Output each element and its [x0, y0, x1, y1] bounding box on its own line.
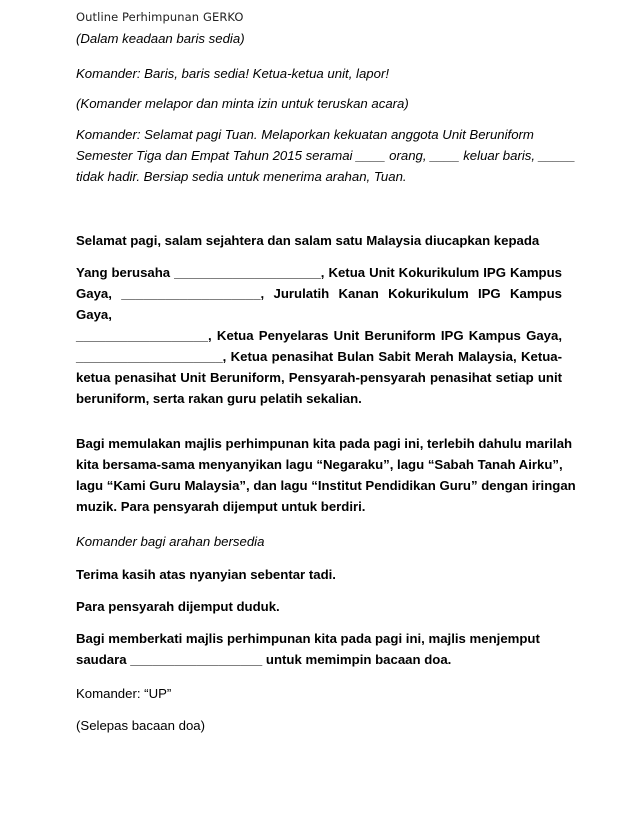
- honorifics-line: beruniform, serta rakan guru pelatih sekalian.: [76, 391, 362, 406]
- after-prayer-direction: (Selepas bacaan doa): [76, 718, 206, 733]
- anthem-line: muzik. Para pensyarah dijemput untuk berdiri.: [76, 499, 366, 514]
- honorifics-line: ____________________, Ketua penasihat Bulan Sabit Merah Malaysia, Ketua-: [76, 349, 562, 364]
- commander-order: Komander: Baris, baris sedia! Ketua-ketua unit, lapor!: [76, 66, 390, 81]
- thanks-line: Terima kasih atas nyanyian sebentar tadi.: [76, 567, 336, 582]
- stage-direction-report: (Komander melapor dan minta izin untuk teruskan acara): [76, 96, 409, 111]
- report-line: Semester Tiga dan Empat Tahun 2015 seramai ____ orang, ____ keluar baris, _____: [76, 148, 576, 163]
- honorifics-line: Gaya, ___________________, Jurulatih Kanan Kokurikulum IPG Kampus Gaya,: [76, 286, 562, 322]
- honorifics-line: Yang berusaha ____________________, Ketua Unit Kokurikulum IPG Kampus: [76, 265, 562, 280]
- commander-report-paragraph: [76, 124, 576, 187]
- page-header: Outline Perhimpunan GERKO: [76, 10, 244, 24]
- commander-ready-direction: Komander bagi arahan bersedia: [76, 534, 265, 549]
- anthem-line: Bagi memulakan majlis perhimpunan kita pada pagi ini, terlebih dahulu marilah: [76, 436, 573, 451]
- anthem-line: lagu “Kami Guru Malaysia”, dan lagu “Institut Pendidikan Guru” dengan iringan: [76, 478, 576, 493]
- report-line: tidak hadir. Bersiap sedia untuk menerima arahan, Tuan.: [76, 169, 407, 184]
- prayer-line: saudara __________________ untuk memimpin bacaan doa.: [76, 652, 452, 667]
- greeting-line: Selamat pagi, salam sejahtera dan salam satu Malaysia diucapkan kepada: [76, 233, 540, 248]
- commander-up-line: Komander: “UP”: [76, 686, 172, 701]
- anthem-paragraph: [76, 433, 576, 517]
- prayer-paragraph: [76, 628, 562, 670]
- prayer-line: Bagi memberkati majlis perhimpunan kita pada pagi ini, majlis menjemput: [76, 631, 540, 646]
- report-line: Komander: Selamat pagi Tuan. Melaporkan kekuatan anggota Unit Beruniform: [76, 127, 534, 142]
- lecturers-sit-line: Para pensyarah dijemput duduk.: [76, 599, 280, 614]
- honorifics-paragraph: [76, 262, 562, 409]
- stage-direction-ready: (Dalam keadaan baris sedia): [76, 31, 245, 46]
- honorifics-line: __________________, Ketua Penyelaras Unit Beruniform IPG Kampus Gaya,: [76, 328, 562, 343]
- honorifics-line: ketua penasihat Unit Beruniform, Pensyarah-pensyarah penasihat setiap unit: [76, 370, 562, 385]
- anthem-line: kita bersama-sama menyanyikan lagu “Negaraku”, lagu “Sabah Tanah Airku”,: [76, 457, 563, 472]
